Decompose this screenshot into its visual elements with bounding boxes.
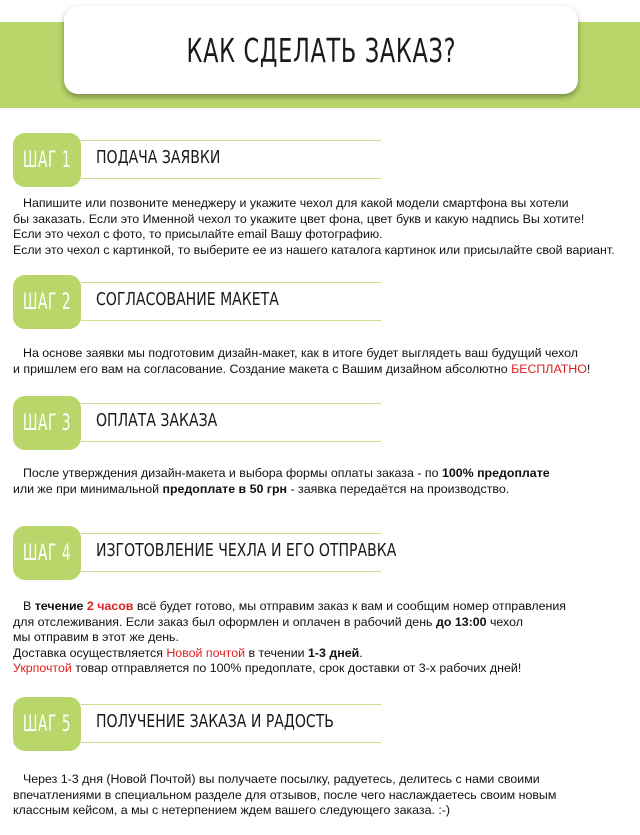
text-line: На основе заявки мы подготовим дизайн-макет, как в итоге будет выглядеть ваш будущий чехол (23, 346, 578, 360)
step-badge-label: ШАГ 4 (22, 540, 72, 566)
step-title: ИЗГОТОВЛЕНИЕ ЧЕХЛА И ЕГО ОТПРАВКА (96, 540, 397, 561)
text-line (13, 482, 633, 498)
text-fragment: ! (586, 361, 591, 376)
step-badge-label: ШАГ 3 (22, 410, 72, 436)
step-badge (13, 697, 81, 751)
step-title: СОГЛАСОВАНИЕ МАКЕТА (96, 289, 279, 310)
bold-fragment: 100% предоплате (441, 466, 550, 480)
divider-line (81, 320, 381, 321)
text-line (13, 646, 633, 662)
text-line: Через 1-3 дня (Новой Почтой) вы получаете посылку, радуетесь, делитесь с нами своими (23, 772, 540, 786)
text-line (13, 466, 633, 482)
divider-line (81, 441, 381, 442)
step-2-text (13, 346, 633, 377)
text-line (13, 599, 633, 615)
text-fragment: всё будет готово, мы отправим заказ к вам и сообщим номер отправления (133, 599, 566, 613)
divider-line (81, 704, 381, 705)
text-fragment: - заявка передаётся на производство. (287, 481, 510, 496)
text-line: классным кейсом, а мы с нетерпением ждем вашего следующего заказа. :-) (13, 803, 451, 817)
text-fragment: В (23, 599, 35, 613)
text-fragment: . (359, 645, 363, 660)
text-fragment: товар отправляется по 100% предоплате, срок доставки от 3-х рабочих дней! (71, 661, 522, 675)
bold-fragment: до 13:00 (435, 614, 487, 629)
step-4-text (13, 599, 633, 677)
text-line: Если это чехол с фото, то присылайте email Вашу фотографию. (13, 227, 383, 241)
text-line: Напишите или позвоните менеджеру и укажите чехол для какой модели смартфона вы хотели (23, 196, 569, 210)
divider-line (81, 571, 381, 572)
step-badge (13, 526, 81, 580)
text-line: впечатлениями в специальном разделе для отзывов, после чего наслаждаетесь своим новым (13, 787, 557, 802)
carrier-highlight: Укрпочтой (13, 661, 72, 675)
page-title: КАК СДЕЛАТЬ ЗАКАЗ? (186, 30, 456, 70)
step-badge (13, 275, 81, 329)
bold-fragment: 1-3 дней (308, 645, 360, 660)
divider-line (81, 178, 381, 179)
text-line (13, 661, 633, 677)
text-line (13, 615, 633, 631)
step-badge (13, 396, 81, 450)
divider-line (81, 742, 381, 743)
carrier-highlight: Новой почтой (166, 645, 246, 660)
step-title: ПОЛУЧЕНИЕ ЗАКАЗА И РАДОСТЬ (96, 711, 334, 732)
step-badge-label: ШАГ 5 (22, 711, 72, 737)
text-fragment: Доставка осуществляется (13, 645, 167, 660)
header-card (64, 6, 578, 94)
step-title: ОПЛАТА ЗАКАЗА (96, 410, 218, 431)
time-highlight: 2 часов (86, 599, 134, 613)
divider-line (81, 140, 381, 141)
bold-fragment: предоплате в 50 грн (162, 481, 288, 496)
divider-line (81, 403, 381, 404)
divider-line (81, 282, 381, 283)
text-fragment: После утверждения дизайн-макета и выбора формы оплаты заказа - по (23, 466, 442, 480)
text-line: мы отправим в этот же день. (13, 630, 179, 644)
bold-fragment: течение (34, 599, 87, 613)
divider-line (81, 533, 381, 534)
text-fragment: в течении (245, 645, 308, 660)
text-line: Если это чехол с картинкой, то выберите ее из нашего каталога картинок или присылайте свой вариант. (13, 242, 615, 257)
text-fragment: или же при минимальной (13, 481, 163, 496)
text-fragment: чехол (486, 614, 523, 629)
text-line: бы заказать. Если это Именной чехол то укажите цвет фона, цвет букв и какую надпись Вы хотите! (13, 211, 585, 226)
step-5-text (13, 772, 633, 819)
step-title: ПОДАЧА ЗАЯВКИ (96, 147, 221, 168)
step-badge-label: ШАГ 1 (22, 147, 72, 173)
text-fragment: для отслеживания. Если заказ был оформлен и оплачен в рабочий день (13, 614, 436, 629)
step-badge-label: ШАГ 2 (22, 289, 72, 315)
step-badge (13, 133, 81, 187)
free-highlight: БЕСПЛАТНО (511, 361, 587, 376)
step-1-text (13, 196, 633, 258)
text-line (13, 362, 633, 378)
text-fragment: и пришлем его вам на согласование. Создание макета с Вашим дизайном абсолютно (13, 361, 512, 376)
step-3-text (13, 466, 633, 497)
